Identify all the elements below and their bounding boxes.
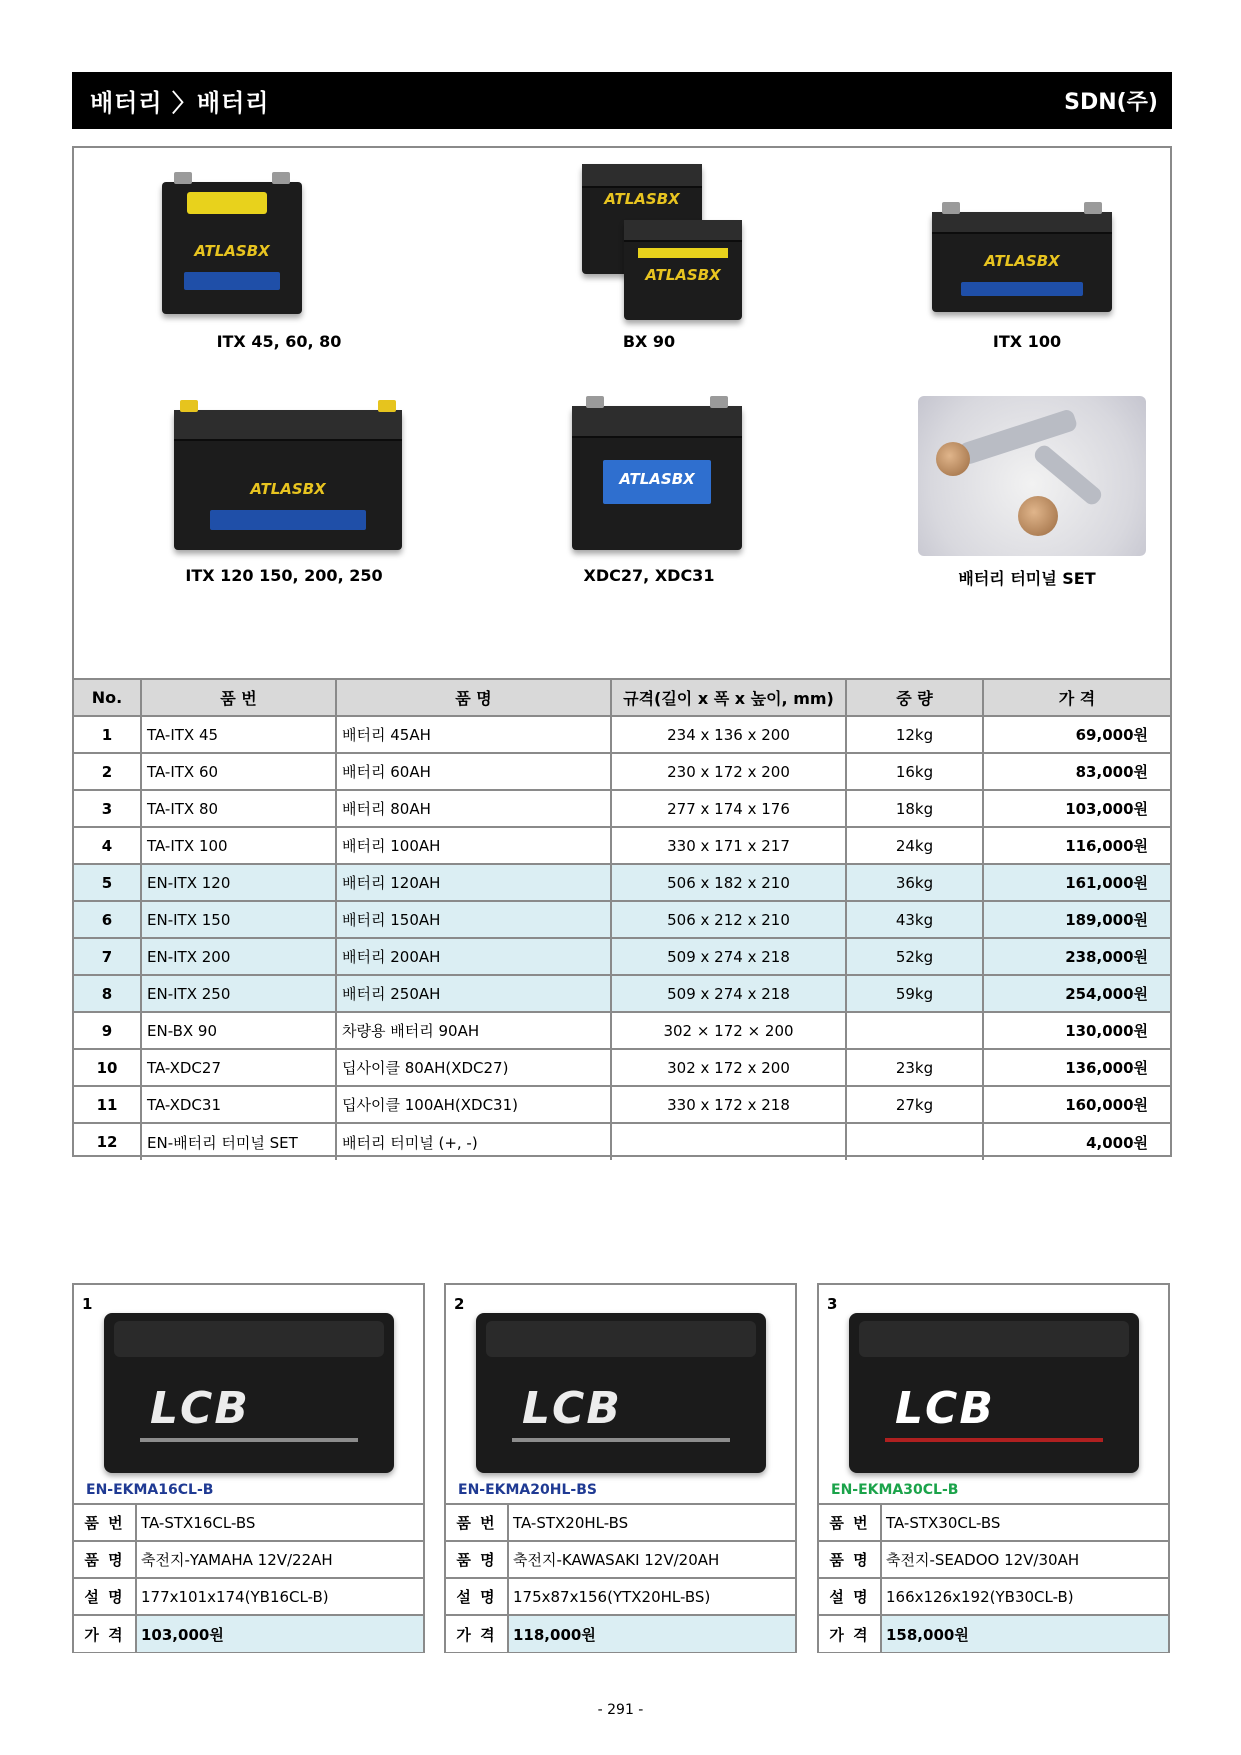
cell-code: TA-XDC31 bbox=[141, 1086, 336, 1123]
card-info-table bbox=[446, 1503, 795, 1652]
cell-code: EN-배터리 터미널 SET bbox=[141, 1123, 336, 1160]
label-part: 품 번 bbox=[446, 1504, 508, 1541]
battery-image: ATLASBX bbox=[524, 396, 774, 556]
table-row bbox=[74, 716, 1170, 753]
cell-no: 6 bbox=[74, 901, 141, 938]
cell-no: 1 bbox=[74, 716, 141, 753]
value-desc: 175x87x156(YTX20HL-BS) bbox=[508, 1578, 795, 1615]
cell-no: 11 bbox=[74, 1086, 141, 1123]
cell-name: 배터리 터미널 (+, -) bbox=[336, 1123, 611, 1160]
product-caption: ITX 45, 60, 80 bbox=[216, 332, 342, 351]
cell-name: 배터리 200AH bbox=[336, 938, 611, 975]
label-price: 가 격 bbox=[74, 1615, 136, 1652]
terminal-set-image bbox=[902, 396, 1152, 556]
product-itx45 bbox=[154, 162, 404, 351]
table-row bbox=[74, 1012, 1170, 1049]
cell-name: 배터리 80AH bbox=[336, 790, 611, 827]
cell-weight: 36kg bbox=[846, 864, 983, 901]
value-price: 103,000원 bbox=[136, 1615, 423, 1652]
table-row bbox=[74, 901, 1170, 938]
cell-weight: 27kg bbox=[846, 1086, 983, 1123]
product-xdc bbox=[524, 396, 774, 585]
lcb-battery-image: LCB bbox=[849, 1313, 1139, 1473]
cell-size: 330 x 171 x 217 bbox=[611, 827, 846, 864]
label-name: 품 명 bbox=[74, 1541, 136, 1578]
cell-no: 5 bbox=[74, 864, 141, 901]
catalog-box bbox=[72, 146, 1172, 1157]
cell-weight: 59kg bbox=[846, 975, 983, 1012]
product-caption: XDC27, XDC31 bbox=[583, 566, 715, 585]
cell-name: 배터리 250AH bbox=[336, 975, 611, 1012]
cell-name: 배터리 150AH bbox=[336, 901, 611, 938]
product-terminal-set bbox=[902, 396, 1152, 589]
product-bx90 bbox=[524, 162, 774, 351]
product-caption: 배터리 터미널 SET bbox=[958, 569, 1096, 588]
card-number: 1 bbox=[82, 1295, 93, 1313]
col-header-price: 가 격 bbox=[983, 679, 1170, 716]
cell-price: 130,000원 bbox=[983, 1012, 1170, 1049]
label-part: 품 번 bbox=[74, 1504, 136, 1541]
cell-size: 277 x 174 x 176 bbox=[611, 790, 846, 827]
card-info-table bbox=[819, 1503, 1168, 1652]
cell-no: 4 bbox=[74, 827, 141, 864]
cell-size: 330 x 172 x 218 bbox=[611, 1086, 846, 1123]
lcb-battery-image: LCB bbox=[476, 1313, 766, 1473]
cell-weight bbox=[846, 1012, 983, 1049]
value-part: TA-STX30CL-BS bbox=[881, 1504, 1168, 1541]
value-part: TA-STX20HL-BS bbox=[508, 1504, 795, 1541]
cell-weight: 23kg bbox=[846, 1049, 983, 1086]
card-model-code: EN-EKMA16CL-B bbox=[86, 1482, 214, 1498]
battery-image: ATLASBX ATLASBX bbox=[524, 162, 774, 322]
table-row bbox=[74, 1049, 1170, 1086]
cell-weight: 12kg bbox=[846, 716, 983, 753]
label-desc: 설 명 bbox=[446, 1578, 508, 1615]
label-desc: 설 명 bbox=[819, 1578, 881, 1615]
cell-price: 83,000원 bbox=[983, 753, 1170, 790]
card-info-table bbox=[74, 1503, 423, 1652]
value-name: 축전지-SEADOO 12V/30AH bbox=[881, 1541, 1168, 1578]
table-header-row bbox=[74, 679, 1170, 716]
cell-price: 161,000원 bbox=[983, 864, 1170, 901]
cell-weight: 43kg bbox=[846, 901, 983, 938]
product-caption: BX 90 bbox=[622, 332, 676, 351]
col-header-size: 규격(길이 x 폭 x 높이, mm) bbox=[611, 679, 846, 716]
cell-code: TA-XDC27 bbox=[141, 1049, 336, 1086]
card-number: 2 bbox=[454, 1295, 465, 1313]
product-gallery bbox=[74, 148, 1170, 678]
table-row bbox=[74, 1086, 1170, 1123]
table-row bbox=[74, 864, 1170, 901]
col-header-no: No. bbox=[74, 679, 141, 716]
cell-code: TA-ITX 60 bbox=[141, 753, 336, 790]
cell-name: 딥사이클 80AH(XDC27) bbox=[336, 1049, 611, 1086]
label-price: 가 격 bbox=[446, 1615, 508, 1652]
product-card-3 bbox=[817, 1283, 1170, 1653]
product-itx120 bbox=[119, 396, 449, 585]
cell-price: 238,000원 bbox=[983, 938, 1170, 975]
cell-price: 4,000원 bbox=[983, 1123, 1170, 1160]
col-header-name: 품 명 bbox=[336, 679, 611, 716]
label-name: 품 명 bbox=[446, 1541, 508, 1578]
col-header-code: 품 번 bbox=[141, 679, 336, 716]
cell-price: 160,000원 bbox=[983, 1086, 1170, 1123]
table-row bbox=[74, 938, 1170, 975]
table-row bbox=[74, 753, 1170, 790]
value-desc: 166x126x192(YB30CL-B) bbox=[881, 1578, 1168, 1615]
label-desc: 설 명 bbox=[74, 1578, 136, 1615]
battery-image: ATLASBX bbox=[154, 162, 404, 322]
cell-price: 69,000원 bbox=[983, 716, 1170, 753]
cell-price: 254,000원 bbox=[983, 975, 1170, 1012]
battery-image: ATLASBX bbox=[902, 162, 1152, 322]
value-desc: 177x101x174(YB16CL-B) bbox=[136, 1578, 423, 1615]
product-caption: ITX 100 bbox=[992, 332, 1062, 351]
cell-code: TA-ITX 45 bbox=[141, 716, 336, 753]
spec-table bbox=[74, 678, 1170, 1160]
cell-size: 509 x 274 x 218 bbox=[611, 938, 846, 975]
value-price: 118,000원 bbox=[508, 1615, 795, 1652]
cell-code: EN-ITX 200 bbox=[141, 938, 336, 975]
cell-weight: 24kg bbox=[846, 827, 983, 864]
cell-no: 9 bbox=[74, 1012, 141, 1049]
cell-price: 189,000원 bbox=[983, 901, 1170, 938]
battery-image: ATLASBX bbox=[119, 396, 449, 556]
label-name: 품 명 bbox=[819, 1541, 881, 1578]
cell-size: 302 × 172 × 200 bbox=[611, 1012, 846, 1049]
product-card-2 bbox=[444, 1283, 797, 1653]
cell-price: 116,000원 bbox=[983, 827, 1170, 864]
table-row bbox=[74, 790, 1170, 827]
cell-no: 10 bbox=[74, 1049, 141, 1086]
cell-weight: 52kg bbox=[846, 938, 983, 975]
company-name: SDN(주) bbox=[1064, 90, 1158, 115]
cell-no: 12 bbox=[74, 1123, 141, 1160]
product-card-1 bbox=[72, 1283, 425, 1653]
cell-name: 배터리 120AH bbox=[336, 864, 611, 901]
cell-code: TA-ITX 100 bbox=[141, 827, 336, 864]
cell-size: 506 x 212 x 210 bbox=[611, 901, 846, 938]
cell-price: 136,000원 bbox=[983, 1049, 1170, 1086]
cell-size: 234 x 136 x 200 bbox=[611, 716, 846, 753]
cell-name: 차량용 배터리 90AH bbox=[336, 1012, 611, 1049]
cell-size bbox=[611, 1123, 846, 1160]
cell-weight: 18kg bbox=[846, 790, 983, 827]
cell-no: 2 bbox=[74, 753, 141, 790]
cell-size: 506 x 182 x 210 bbox=[611, 864, 846, 901]
product-caption: ITX 120 150, 200, 250 bbox=[185, 566, 383, 585]
value-name: 축전지-YAMAHA 12V/22AH bbox=[136, 1541, 423, 1578]
cell-size: 230 x 172 x 200 bbox=[611, 753, 846, 790]
cell-name: 배터리 45AH bbox=[336, 716, 611, 753]
page-header bbox=[72, 72, 1172, 129]
col-header-weight: 중 량 bbox=[846, 679, 983, 716]
value-price: 158,000원 bbox=[881, 1615, 1168, 1652]
cell-name: 배터리 100AH bbox=[336, 827, 611, 864]
cell-weight: 16kg bbox=[846, 753, 983, 790]
cell-no: 8 bbox=[74, 975, 141, 1012]
cell-no: 7 bbox=[74, 938, 141, 975]
table-row bbox=[74, 1123, 1170, 1160]
cell-code: EN-BX 90 bbox=[141, 1012, 336, 1049]
cell-price: 103,000원 bbox=[983, 790, 1170, 827]
value-part: TA-STX16CL-BS bbox=[136, 1504, 423, 1541]
cell-no: 3 bbox=[74, 790, 141, 827]
card-number: 3 bbox=[827, 1295, 838, 1313]
cell-weight bbox=[846, 1123, 983, 1160]
breadcrumb-title: 배터리 〉배터리 bbox=[90, 89, 270, 117]
label-part: 품 번 bbox=[819, 1504, 881, 1541]
lcb-battery-image: LCB bbox=[104, 1313, 394, 1473]
card-model-code: EN-EKMA30CL-B bbox=[831, 1482, 959, 1498]
product-itx100 bbox=[902, 162, 1152, 351]
cell-code: EN-ITX 120 bbox=[141, 864, 336, 901]
cell-code: EN-ITX 250 bbox=[141, 975, 336, 1012]
cell-size: 302 x 172 x 200 bbox=[611, 1049, 846, 1086]
cell-size: 509 x 274 x 218 bbox=[611, 975, 846, 1012]
table-row bbox=[74, 827, 1170, 864]
label-price: 가 격 bbox=[819, 1615, 881, 1652]
table-row bbox=[74, 975, 1170, 1012]
page-number: - 291 - bbox=[597, 1702, 644, 1718]
cell-name: 배터리 60AH bbox=[336, 753, 611, 790]
cell-code: EN-ITX 150 bbox=[141, 901, 336, 938]
card-model-code: EN-EKMA20HL-BS bbox=[458, 1482, 597, 1498]
cell-code: TA-ITX 80 bbox=[141, 790, 336, 827]
value-name: 축전지-KAWASAKI 12V/20AH bbox=[508, 1541, 795, 1578]
cell-name: 딥사이클 100AH(XDC31) bbox=[336, 1086, 611, 1123]
